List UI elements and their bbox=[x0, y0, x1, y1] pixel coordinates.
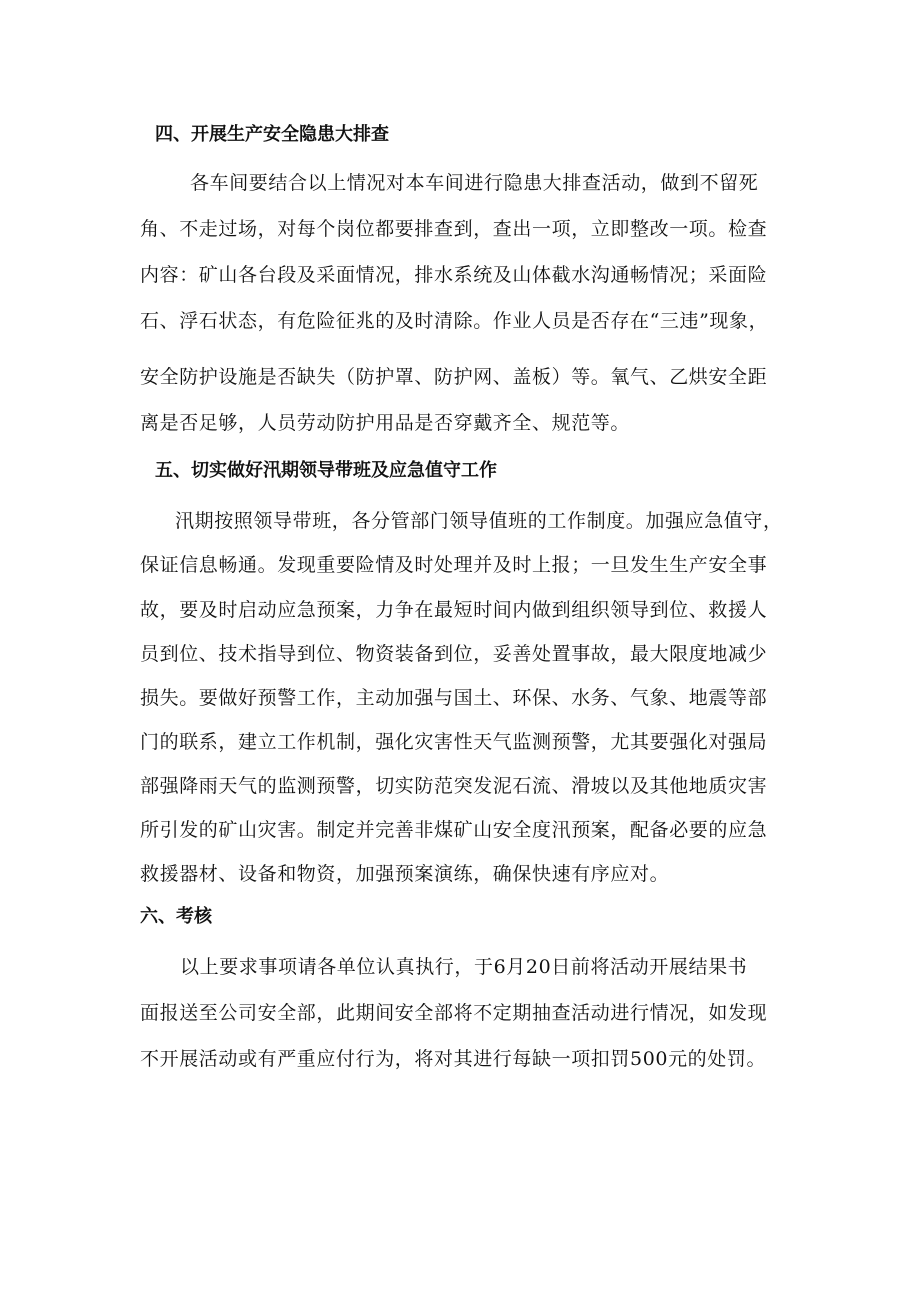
paragraph-line: 石、浮石状态，有危险征兆的及时清除。作业人员是否存在“三违”现象， bbox=[140, 310, 769, 332]
paragraph-line: 不开展活动或有严重应付行为，将对其进行每缺一项扣罚500元的处罚。 bbox=[140, 1048, 767, 1070]
paragraph-line: 面报送至公司安全部，此期间安全部将不定期抽查活动进行情况，如发现 bbox=[140, 1002, 768, 1024]
paragraph-line: 门的联系，建立工作机制，强化灾害性天气监测预警，尤其要强化对强局 bbox=[140, 731, 768, 753]
paragraph-line: 损失。要做好预警工作，主动加强与国土、环保、水务、气象、地震等部 bbox=[140, 687, 768, 709]
section-heading-5: 五、切实做好汛期领导带班及应急值守工作 bbox=[155, 460, 497, 481]
paragraph-line: 角、不走过场，对每个岗位都要排查到，查出一项，立即整改一项。检查 bbox=[140, 218, 768, 240]
paragraph-line: 以上要求事项请各单位认真执行，于6月20日前将活动开展结果书 bbox=[180, 956, 748, 978]
section-heading-6: 六、考核 bbox=[140, 906, 212, 927]
paragraph-line: 员到位、技术指导到位、物资装备到位，妥善处置事故，最大限度地减少 bbox=[140, 643, 768, 665]
section-heading-4: 四、开展生产安全隐患大排查 bbox=[155, 124, 389, 145]
paragraph-line: 离是否足够，人员劳动防护用品是否穿戴齐全、规范等。 bbox=[140, 412, 631, 434]
paragraph-line: 保证信息畅通。发现重要险情及时处理并及时上报；一旦发生生产安全事 bbox=[140, 554, 768, 576]
paragraph-line: 安全防护设施是否缺失（防护罩、防护网、盖板）等。氧气、乙烘安全距 bbox=[140, 366, 768, 388]
paragraph-line: 内容：矿山各台段及采面情况，排水系统及山体截水沟通畅情况；采面险 bbox=[140, 264, 768, 286]
paragraph-line: 汛期按照领导带班，各分管部门领导值班的工作制度。加强应急值守， bbox=[175, 510, 783, 532]
paragraph-line: 所引发的矿山灾害。制定并完善非煤矿山安全度汛预案，配备必要的应急 bbox=[140, 819, 768, 841]
paragraph-line: 各车间要结合以上情况对本车间进行隐患大排查活动，做到不留死 bbox=[190, 172, 759, 194]
paragraph-line: 救援器材、设备和物资，加强预案演练，确保快速有序应对。 bbox=[140, 863, 670, 885]
paragraph-line: 部强降雨天气的监测预警，切实防范突发泥石流、滑坡以及其他地质灾害 bbox=[140, 775, 768, 797]
paragraph-line: 故，要及时启动应急预案，力争在最短时间内做到组织领导到位、救援人 bbox=[140, 599, 768, 621]
